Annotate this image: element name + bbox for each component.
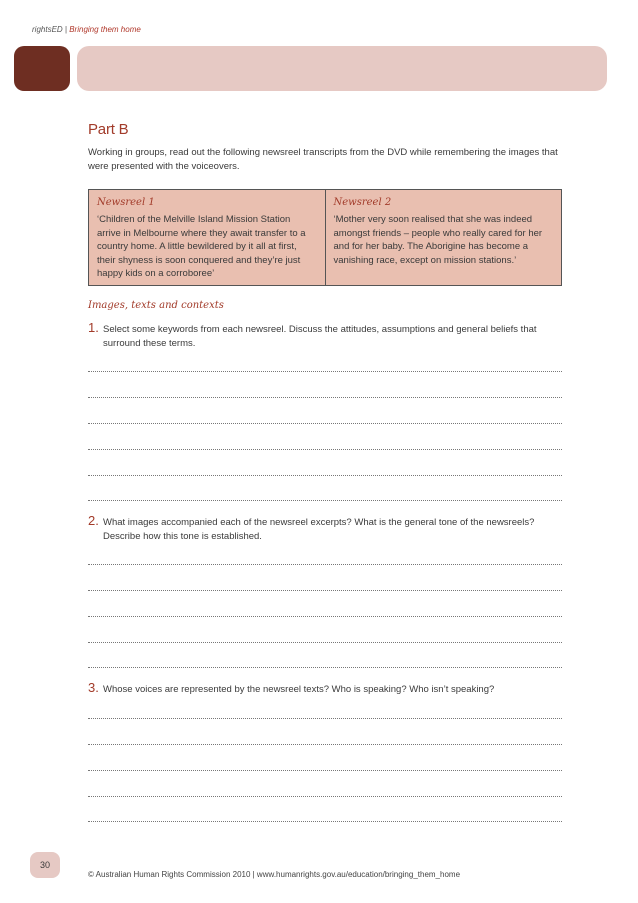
newsreel-2 [325, 190, 562, 285]
header-title: Bringing them home [69, 25, 141, 34]
newsreel-box [88, 189, 562, 286]
answer-line[interactable] [88, 718, 562, 719]
part-title: Part B [88, 121, 129, 138]
answer-line[interactable] [88, 796, 562, 797]
answer-line[interactable] [88, 667, 562, 668]
question-3-number: 3. [88, 680, 99, 695]
question-3 [88, 680, 558, 697]
question-2 [88, 513, 558, 544]
question-2-text: What images accompanied each of the newsreel excerpts? What is the general tone of the newsreels? Describe how this tone is established. [103, 517, 535, 542]
answer-line[interactable] [88, 821, 562, 822]
footer-copyright: © Australian Human Rights Commission 2010 | www.humanrights.gov.au/education/bringing_them_home [88, 870, 461, 879]
newsreel-2-title: Newsreel 2 [333, 197, 392, 208]
newsreel-2-text: ‘Mother very soon realised that she was indeed amongst friends – people who really cared for her and for her baby. The Aborigine has become a vanishing race, except on mission stations.’ [333, 214, 543, 266]
newsreel-1 [89, 190, 325, 285]
answer-line[interactable] [88, 564, 562, 565]
page-number: 30 [30, 852, 60, 878]
section-heading: Images, texts and contexts [88, 300, 224, 311]
newsreel-1-title: Newsreel 1 [97, 197, 155, 208]
question-1 [88, 320, 558, 351]
question-1-text: Select some keywords from each newsreel. Discuss the attitudes, assumptions and general beliefs that surround these terms. [103, 324, 537, 349]
part-intro: Working in groups, read out the following newsreel transcripts from the DVD while remembering the images that were presented with the voiceovers. [88, 147, 558, 172]
answer-line[interactable] [88, 590, 562, 591]
answer-line[interactable] [88, 423, 562, 424]
answer-line[interactable] [88, 449, 562, 450]
question-3-text: Whose voices are represented by the newsreel texts? Who is speaking? Who isn’t speaking? [103, 684, 495, 695]
question-1-number: 1. [88, 320, 99, 335]
running-header [32, 25, 141, 34]
answer-line[interactable] [88, 770, 562, 771]
header-tab-dark [14, 46, 70, 91]
answer-line[interactable] [88, 397, 562, 398]
answer-line[interactable] [88, 744, 562, 745]
answer-line[interactable] [88, 475, 562, 476]
newsreel-1-text: ‘Children of the Melville Island Mission Station arrive in Melbourne where they await transfer to a country home. A little bewildered by it all at first, their shyness is soon conquered and they’re just happy kids on a corroboree’ [97, 214, 306, 279]
question-2-number: 2. [88, 513, 99, 528]
header-tab-light [77, 46, 607, 91]
answer-line[interactable] [88, 371, 562, 372]
header-brand: rightsED [32, 25, 63, 34]
answer-line[interactable] [88, 616, 562, 617]
answer-line[interactable] [88, 500, 562, 501]
answer-line[interactable] [88, 642, 562, 643]
header-separator: | [62, 25, 70, 34]
